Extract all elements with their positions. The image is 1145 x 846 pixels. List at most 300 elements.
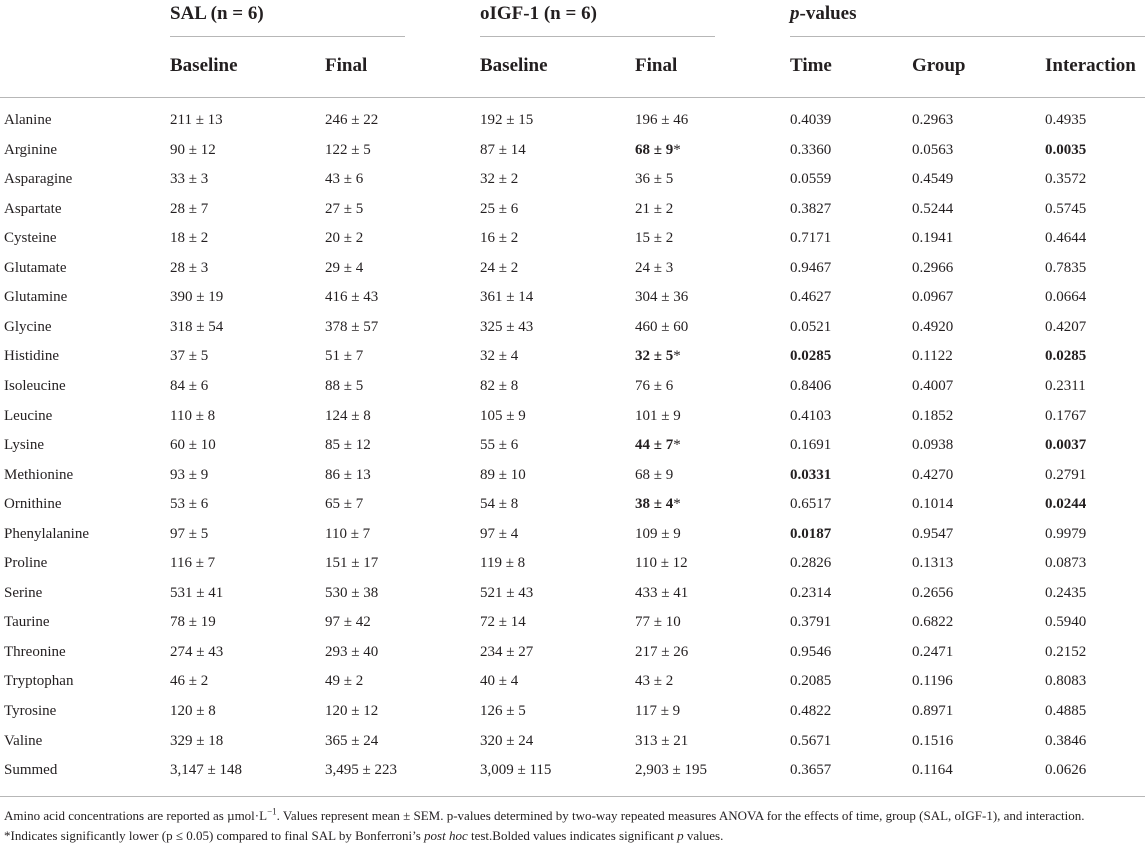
cell-p-group	[912, 260, 953, 277]
group-header-oigf1-text: oIGF-1 (n = 6)	[480, 3, 597, 24]
cell-sal-baseline	[170, 142, 216, 159]
cell-p-interaction	[1045, 703, 1086, 720]
cell-p-interaction	[1045, 437, 1086, 454]
cell-value: 530 ± 38	[325, 584, 379, 601]
cell-value: 43 ± 2	[635, 673, 674, 690]
cell-value: 234 ± 27	[480, 643, 534, 660]
table-row	[0, 733, 1145, 762]
cell-p-time	[790, 614, 831, 631]
cell-value: 0.4103	[790, 407, 832, 424]
cell-oigf1-final	[635, 585, 688, 602]
cell-value: 76 ± 6	[635, 377, 674, 394]
cell-p-interaction	[1045, 526, 1086, 543]
cell-value: 0.2963	[912, 112, 954, 128]
table-row	[0, 703, 1145, 732]
cell-value: 126 ± 5	[480, 703, 526, 719]
cell-sal-baseline	[170, 437, 216, 454]
table-row	[0, 408, 1145, 437]
cell-p-interaction	[1045, 733, 1086, 750]
table-row	[0, 230, 1145, 259]
cell-p-time	[790, 762, 831, 779]
cell-oigf1-baseline	[480, 437, 518, 454]
cell-sal-baseline	[170, 230, 208, 247]
cell-value: 0.3657	[790, 762, 832, 779]
amino-acid-name: Serine	[4, 584, 43, 601]
cell-value: 0.9547	[912, 525, 954, 542]
cell-sal-baseline	[170, 555, 215, 572]
cell-p-time	[790, 201, 831, 218]
cell-value: 196 ± 46	[635, 112, 689, 128]
cell-value: 124 ± 8	[325, 407, 371, 424]
cell-value: 93 ± 9	[170, 466, 209, 483]
cell-value: 27 ± 5	[325, 200, 364, 217]
cell-p-group	[912, 703, 953, 720]
cell-value: 0.4007	[912, 377, 954, 394]
cell-value: 49 ± 2	[325, 673, 364, 690]
cell-value: 0.2966	[912, 259, 954, 276]
amino-acid-name: Aspartate	[4, 200, 62, 217]
cell-oigf1-final	[635, 142, 681, 159]
cell-value: 0.4039	[790, 112, 832, 128]
cell-p-interaction	[1045, 378, 1086, 395]
cell-value: 38 ± 4	[635, 496, 674, 513]
table-row	[0, 644, 1145, 673]
cell-value: 0.1164	[912, 762, 953, 779]
cell-value: 313 ± 21	[635, 732, 689, 749]
cell-value: 0.0035	[1045, 141, 1087, 158]
cell-value: 0.2085	[790, 673, 832, 690]
cell-value: 0.1852	[912, 407, 954, 424]
cell-sal-final	[325, 201, 363, 218]
cell-p-group	[912, 230, 953, 247]
cell-p-interaction	[1045, 171, 1086, 188]
cell-value: 87 ± 14	[480, 141, 526, 158]
cell-sal-final	[325, 467, 371, 484]
cell-value: 0.4644	[1045, 230, 1087, 247]
cell-p-time	[790, 378, 831, 395]
cell-sal-baseline	[170, 408, 215, 425]
cell-value: 65 ± 7	[325, 496, 364, 513]
footnote-segment: values.	[683, 828, 724, 843]
cell-p-interaction	[1045, 408, 1086, 425]
cell-value: 0.6517	[790, 496, 832, 513]
cell-value: 0.5244	[912, 200, 954, 217]
cell-value: 0.1691	[790, 437, 832, 454]
cell-value: 15 ± 2	[635, 230, 674, 247]
cell-p-interaction	[1045, 319, 1086, 336]
cell-p-time	[790, 348, 831, 365]
amino-acid-name: Proline	[4, 555, 48, 572]
subheader-interaction: Interaction	[1045, 55, 1136, 76]
cell-oigf1-baseline	[480, 673, 518, 690]
cell-value: 0.5940	[1045, 614, 1087, 631]
cell-value: 0.2435	[1045, 584, 1087, 601]
cell-value: 0.0873	[1045, 555, 1087, 572]
amino-acid-name: Tyrosine	[4, 703, 57, 719]
cell-sal-final	[325, 319, 378, 336]
cell-value: 329 ± 18	[170, 732, 224, 749]
cell-value: 28 ± 7	[170, 200, 209, 217]
cell-sal-final	[325, 733, 378, 750]
cell-value: 18 ± 2	[170, 230, 209, 247]
amino-acid-name: Glutamine	[4, 289, 68, 306]
cell-value: 110 ± 12	[635, 555, 688, 572]
cell-sal-final	[325, 260, 363, 277]
table-row	[0, 201, 1145, 230]
cell-sal-final	[325, 112, 378, 129]
cell-oigf1-baseline	[480, 260, 518, 277]
cell-value: 325 ± 43	[480, 318, 534, 335]
cell-sal-final	[325, 703, 378, 720]
cell-value: 110 ± 8	[170, 407, 216, 424]
cell-value: 0.0967	[912, 289, 954, 306]
cell-p-interaction	[1045, 201, 1086, 218]
cell-sal-baseline	[170, 260, 208, 277]
cell-sal-baseline	[170, 673, 208, 690]
cell-oigf1-final	[635, 112, 688, 129]
cell-value: 293 ± 40	[325, 643, 379, 660]
cell-value: 0.6822	[912, 614, 954, 631]
cell-p-interaction	[1045, 112, 1086, 129]
subheader-sal-baseline: Baseline	[170, 55, 238, 76]
cell-p-group	[912, 289, 953, 306]
group-rule-p-values	[790, 36, 1145, 37]
amino-acid-name: Taurine	[4, 614, 50, 631]
cell-value: 110 ± 7	[325, 525, 371, 542]
cell-value: 0.0521	[790, 318, 832, 335]
cell-oigf1-final	[635, 260, 673, 277]
cell-value: 46 ± 2	[170, 673, 209, 690]
cell-oigf1-final	[635, 644, 688, 661]
subheader-oigf1-final: Final	[635, 55, 678, 76]
cell-value: 531 ± 41	[170, 584, 224, 601]
cell-p-group	[912, 585, 953, 602]
cell-p-group	[912, 555, 953, 572]
cell-value: 0.3846	[1045, 732, 1087, 749]
table-row	[0, 585, 1145, 614]
amino-acid-name: Glutamate	[4, 259, 67, 276]
cell-sal-baseline	[170, 762, 242, 779]
cell-sal-baseline	[170, 348, 208, 365]
cell-value: 0.9546	[790, 643, 832, 660]
significance-mark: *	[673, 496, 681, 513]
cell-p-group	[912, 733, 953, 750]
cell-oigf1-baseline	[480, 408, 526, 425]
cell-value: 117 ± 9	[635, 703, 681, 719]
cell-value: 0.7171	[790, 230, 832, 247]
amino-acid-name: Alanine	[4, 112, 52, 128]
cell-value: 32 ± 2	[480, 171, 519, 188]
table-row	[0, 614, 1145, 643]
cell-p-interaction	[1045, 614, 1086, 631]
amino-acid-name: Leucine	[4, 407, 53, 424]
amino-acid-name: Cysteine	[4, 230, 57, 247]
cell-value: 77 ± 10	[635, 614, 681, 631]
cell-value: 105 ± 9	[480, 407, 526, 424]
header-bottom-rule	[0, 97, 1145, 98]
cell-value: 0.9979	[1045, 525, 1087, 542]
cell-p-group	[912, 171, 953, 188]
cell-value: 0.2152	[1045, 643, 1087, 660]
amino-acid-name: Phenylalanine	[4, 525, 89, 542]
cell-value: 84 ± 6	[170, 377, 209, 394]
cell-value: 24 ± 3	[635, 259, 674, 276]
cell-sal-final	[325, 171, 363, 188]
cell-p-time	[790, 703, 831, 720]
cell-value: 40 ± 4	[480, 673, 519, 690]
cell-value: 0.4885	[1045, 703, 1087, 719]
cell-oigf1-baseline	[480, 171, 518, 188]
cell-p-interaction	[1045, 555, 1086, 572]
cell-p-time	[790, 171, 831, 188]
cell-sal-final	[325, 230, 363, 247]
cell-value: 90 ± 12	[170, 141, 216, 158]
cell-sal-baseline	[170, 614, 216, 631]
cell-value: 365 ± 24	[325, 732, 379, 749]
footnote-segment: test.Bolded values indicates significant	[467, 828, 678, 843]
cell-value: 122 ± 5	[325, 141, 371, 158]
cell-value: 53 ± 6	[170, 496, 209, 513]
cell-value: 51 ± 7	[325, 348, 364, 365]
amino-acid-name: Histidine	[4, 348, 59, 365]
cell-sal-baseline	[170, 171, 208, 188]
cell-value: 97 ± 42	[325, 614, 371, 631]
cell-value: 0.1313	[912, 555, 954, 572]
cell-oigf1-baseline	[480, 467, 526, 484]
cell-oigf1-baseline	[480, 112, 533, 129]
cell-value: 320 ± 24	[480, 732, 534, 749]
cell-p-interaction	[1045, 467, 1086, 484]
significance-mark: *	[673, 348, 681, 365]
cell-p-group	[912, 378, 953, 395]
amino-acid-name: Glycine	[4, 318, 52, 335]
cell-value: 0.8406	[790, 377, 832, 394]
cell-p-time	[790, 585, 831, 602]
group-rule-sal	[170, 36, 405, 37]
cell-sal-final	[325, 762, 397, 779]
cell-value: 88 ± 5	[325, 377, 364, 394]
cell-p-interaction	[1045, 762, 1086, 779]
subheader-oigf1-baseline: Baseline	[480, 55, 548, 76]
cell-value: 0.1196	[912, 673, 953, 690]
cell-p-group	[912, 673, 953, 690]
table-row	[0, 289, 1145, 318]
amino-acid-name: Threonine	[4, 643, 66, 660]
cell-sal-baseline	[170, 467, 208, 484]
cell-p-group	[912, 319, 953, 336]
cell-value: 0.3572	[1045, 171, 1087, 188]
amino-acid-name: Lysine	[4, 437, 44, 454]
cell-sal-baseline	[170, 289, 223, 306]
cell-value: 78 ± 19	[170, 614, 216, 631]
cell-value: 0.0285	[1045, 348, 1087, 365]
cell-p-time	[790, 733, 831, 750]
cell-value: 0.4207	[1045, 318, 1087, 335]
cell-oigf1-baseline	[480, 289, 533, 306]
cell-p-group	[912, 408, 953, 425]
cell-value: 3,009 ± 115	[480, 762, 552, 779]
cell-p-group	[912, 644, 953, 661]
cell-sal-baseline	[170, 201, 208, 218]
cell-sal-final	[325, 526, 370, 543]
group-header-oigf1	[480, 3, 597, 25]
cell-value: 3,495 ± 223	[325, 762, 397, 779]
table-row	[0, 142, 1145, 171]
cell-p-interaction	[1045, 260, 1086, 277]
cell-value: 211 ± 13	[170, 112, 223, 128]
cell-oigf1-final	[635, 614, 681, 631]
cell-value: 460 ± 60	[635, 318, 689, 335]
cell-value: 304 ± 36	[635, 289, 689, 306]
cell-value: 89 ± 10	[480, 466, 526, 483]
cell-oigf1-final	[635, 496, 681, 513]
cell-value: 0.0037	[1045, 437, 1087, 454]
cell-oigf1-final	[635, 348, 681, 365]
cell-value: 55 ± 6	[480, 437, 519, 454]
cell-value: 0.3791	[790, 614, 832, 631]
cell-sal-final	[325, 555, 378, 572]
cell-value: 68 ± 9	[635, 466, 674, 483]
cell-p-time	[790, 289, 831, 306]
cell-p-group	[912, 614, 953, 631]
cell-p-group	[912, 467, 953, 484]
cell-value: 116 ± 7	[170, 555, 216, 572]
table-row	[0, 112, 1145, 141]
cell-sal-final	[325, 585, 378, 602]
cell-value: 151 ± 17	[325, 555, 379, 572]
table-row	[0, 762, 1145, 791]
cell-p-interaction	[1045, 585, 1086, 602]
amino-acid-name: Tryptophan	[4, 673, 74, 690]
cell-value: 97 ± 5	[170, 525, 209, 542]
amino-acid-name: Valine	[4, 732, 43, 749]
cell-p-time	[790, 644, 831, 661]
footnote-segment: p	[677, 828, 684, 843]
table-row	[0, 467, 1145, 496]
significance-mark: *	[673, 437, 681, 454]
cell-value: 217 ± 26	[635, 643, 689, 660]
cell-oigf1-baseline	[480, 614, 526, 631]
cell-oigf1-final	[635, 171, 673, 188]
cell-p-group	[912, 526, 953, 543]
cell-oigf1-baseline	[480, 733, 533, 750]
cell-value: 318 ± 54	[170, 318, 224, 335]
cell-oigf1-final	[635, 319, 688, 336]
cell-sal-final	[325, 437, 371, 454]
cell-value: 60 ± 10	[170, 437, 216, 454]
cell-value: 32 ± 4	[480, 348, 519, 365]
cell-value: 433 ± 41	[635, 584, 689, 601]
cell-p-time	[790, 230, 831, 247]
cell-value: 0.4627	[790, 289, 832, 306]
cell-value: 82 ± 8	[480, 377, 519, 394]
cell-p-group	[912, 437, 953, 454]
amino-acid-name: Ornithine	[4, 496, 62, 513]
cell-p-time	[790, 142, 831, 159]
table-row	[0, 260, 1145, 289]
cell-value: 0.1516	[912, 732, 954, 749]
cell-value: 0.4822	[790, 703, 832, 719]
cell-value: 0.2311	[1045, 377, 1086, 394]
footnote-segment: post hoc	[424, 828, 468, 843]
cell-value: 28 ± 3	[170, 259, 209, 276]
cell-value: 29 ± 4	[325, 259, 364, 276]
cell-value: 44 ± 7	[635, 437, 674, 454]
cell-value: 0.2471	[912, 643, 954, 660]
cell-oigf1-final	[635, 703, 680, 720]
amino-acid-name: Asparagine	[4, 171, 73, 188]
cell-sal-baseline	[170, 496, 208, 513]
cell-p-interaction	[1045, 673, 1086, 690]
cell-p-interaction	[1045, 496, 1086, 513]
cell-value: 0.0331	[790, 466, 832, 483]
cell-p-interaction	[1045, 142, 1086, 159]
cell-sal-final	[325, 348, 363, 365]
cell-value: 0.0626	[1045, 762, 1087, 779]
cell-sal-baseline	[170, 526, 208, 543]
footnote-segment: Amino acid concentrations are reported as µmol·L	[4, 808, 268, 823]
cell-value: 3,147 ± 148	[170, 762, 242, 779]
cell-oigf1-baseline	[480, 201, 518, 218]
cell-oigf1-final	[635, 467, 673, 484]
cell-value: 0.7835	[1045, 259, 1087, 276]
subheader-time: Time	[790, 55, 832, 76]
cell-value: 24 ± 2	[480, 259, 519, 276]
cell-value: 0.5745	[1045, 200, 1087, 217]
subheader-group: Group	[912, 55, 966, 76]
cell-value: 54 ± 8	[480, 496, 519, 513]
table-row	[0, 526, 1145, 555]
cell-value: 0.8083	[1045, 673, 1087, 690]
cell-oigf1-final	[635, 230, 673, 247]
amino-acid-name: Summed	[4, 762, 58, 779]
cell-value: 0.2791	[1045, 466, 1087, 483]
cell-sal-baseline	[170, 378, 208, 395]
cell-value: 0.0938	[912, 437, 954, 454]
cell-oigf1-baseline	[480, 762, 551, 779]
cell-sal-baseline	[170, 112, 223, 129]
cell-sal-final	[325, 614, 371, 631]
cell-sal-baseline	[170, 644, 223, 661]
cell-value: 0.4935	[1045, 112, 1087, 128]
cell-sal-final	[325, 644, 378, 661]
cell-p-time	[790, 260, 831, 277]
cell-oigf1-baseline	[480, 526, 518, 543]
table-row	[0, 319, 1145, 348]
cell-value: 72 ± 14	[480, 614, 526, 631]
cell-value: 109 ± 9	[635, 525, 681, 542]
cell-value: 68 ± 9	[635, 141, 674, 158]
cell-p-interaction	[1045, 289, 1086, 306]
cell-value: 0.0563	[912, 141, 954, 158]
subheader-sal-final: Final	[325, 55, 368, 76]
cell-value: 0.0664	[1045, 289, 1087, 306]
cell-oigf1-baseline	[480, 496, 518, 513]
footnote-segment: . Values represent mean ± SEM. p-values determined by two-way repeated measures ANOVA for the effects of time, group (SAL, oIGF-1), and interaction. *Indicates significantly lower (p ≤ 0.05) compared to final SAL by Bonferroni’s	[4, 808, 1085, 843]
cell-sal-baseline	[170, 733, 223, 750]
cell-sal-final	[325, 673, 363, 690]
cell-value: 0.1767	[1045, 407, 1087, 424]
cell-value: 37 ± 5	[170, 348, 209, 365]
cell-oigf1-baseline	[480, 585, 533, 602]
cell-p-group	[912, 762, 953, 779]
cell-p-group	[912, 112, 953, 129]
cell-p-time	[790, 437, 831, 454]
cell-value: 246 ± 22	[325, 112, 379, 128]
cell-value: 16 ± 2	[480, 230, 519, 247]
cell-value: 32 ± 5	[635, 348, 674, 365]
footnote-segment: −1	[267, 806, 277, 817]
